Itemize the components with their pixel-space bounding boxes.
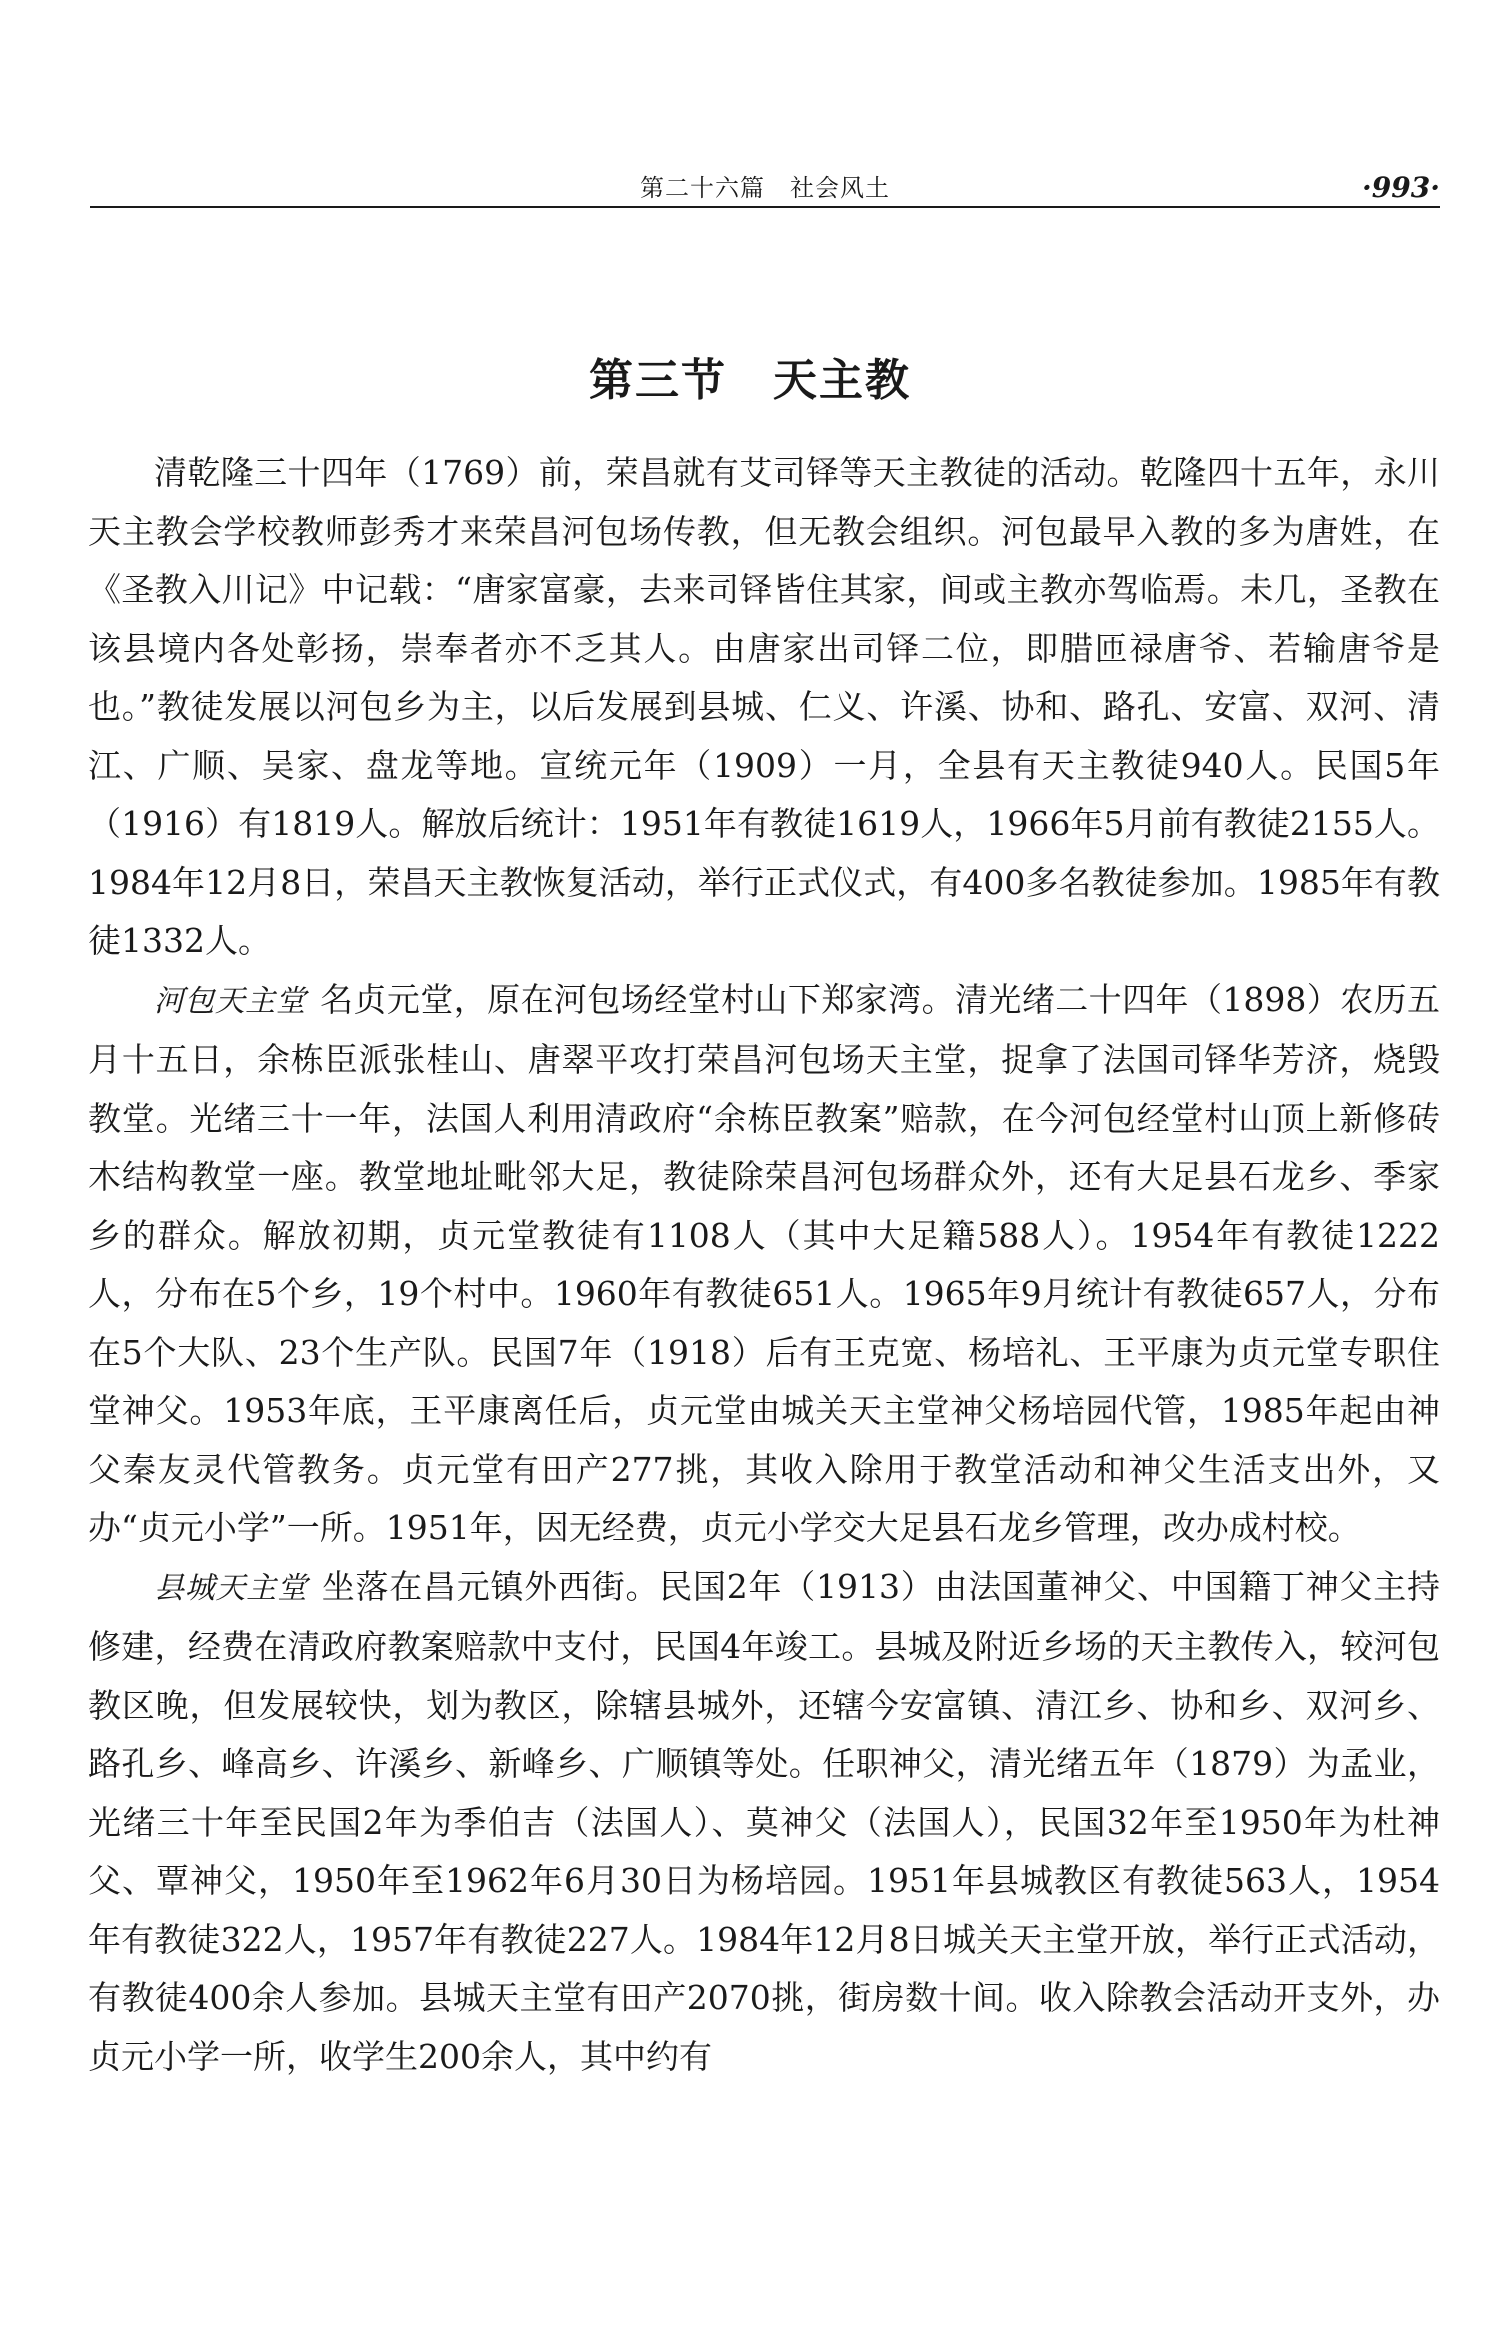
page-number: ·993· — [1362, 171, 1440, 204]
chapter-title: 第二十六篇 社会风土 — [640, 174, 890, 202]
body-text — [88, 444, 1440, 2086]
paragraph-lead: 县城天主堂 — [154, 1570, 308, 1606]
header-rule — [90, 206, 1440, 208]
paragraph-hebao-church — [88, 971, 1440, 1558]
running-head — [90, 168, 1440, 208]
paragraph-text: 坐落在昌元镇外西街。民国2年（1913）由法国董神父、中国籍丁神父主持修建，经费在清政府教案赔款中支付，民国4年竣工。县城及附近乡场的天主教传入，较河包教区晚，但发展较快，划为教区，除辖县城外，还辖今安富镇、清江乡、协和乡、双河乡、路孔乡、峰高乡、许溪乡、新峰乡、广顺镇等处。任职神父，清光绪五年（1879）为孟业，光绪三十年至民国2年为季伯吉（法国人）、莫神父（法国人），民国32年至1950年为杜神父、覃神父，1950年至1962年6月30日为杨培园。1951年县城教区有教徒563人，1954年有教徒322人，1957年有教徒227人。1984年12月8日城关天主堂开放，举行正式活动，有教徒400余人参加。县城天主堂有田产2070挑，街房数十间。收入除教会活动开支外，办贞元小学一所，收学生200余人，其中约有 — [88, 1566, 1441, 2076]
paragraph-county-church — [88, 1558, 1440, 2087]
paragraph-intro — [88, 444, 1440, 971]
paragraph-lead: 河包天主堂 — [154, 983, 307, 1019]
paragraph-text: 清乾隆三十四年（1769）前，荣昌就有艾司铎等天主教徒的活动。乾隆四十五年，永川天主教会学校教师彭秀才来荣昌河包场传教，但无教会组织。河包最早入教的多为唐姓，在《圣教入川记》中记载：“唐家富豪，去来司铎皆住其家，间或主教亦驾临焉。未几，圣教在该县境内各处彰扬，崇奉者亦不乏其人。由唐家出司铎二位，即腊匝禄唐爷、若输唐爷是也。”教徒发展以河包乡为主，以后发展到县城、仁义、许溪、协和、路孔、安富、双河、清江、广顺、吴家、盘龙等地。宣统元年（1909）一月，全县有天主教徒940人。民国5年（1916）有1819人。解放后统计：1951年有教徒1619人，1966年5月前有教徒2155人。1984年12月8日，荣昌天主教恢复活动，举行正式仪式，有400多名教徒参加。1985年有教徒1332人。 — [88, 453, 1440, 960]
section-title: 第三节 天主教 — [589, 355, 911, 407]
paragraph-text: 名贞元堂，原在河包场经堂村山下郑家湾。清光绪二十四年（1898）农历五月十五日，余栋臣派张桂山、唐翠平攻打荣昌河包场天主堂，捉拿了法国司铎华芳济，烧毁教堂。光绪三十一年，法国人利用清政府“余栋臣教案”赔款，在今河包经堂村山顶上新修砖木结构教堂一座。教堂地址毗邻大足，教徒除荣昌河包场群众外，还有大足县石龙乡、季家乡的群众。解放初期，贞元堂教徒有1108人（其中大足籍588人）。1954年有教徒1222人，分布在5个乡，19个村中。1960年有教徒651人。1965年9月统计有教徒657人，分布在5个大队、23个生产队。民国7年（1918）后有王克宽、杨培礼、王平康为贞元堂专职住堂神父。1953年底，王平康离任后，贞元堂由城关天主堂神父杨培园代管，1985年起由神父秦友灵代管教务。贞元堂有田产277挑，其收入除用于教堂活动和神父生活支出外，又办“贞元小学”一所。1951年，因无经费，贞元小学交大足县石龙乡管理，改办成村校。 — [88, 979, 1441, 1547]
